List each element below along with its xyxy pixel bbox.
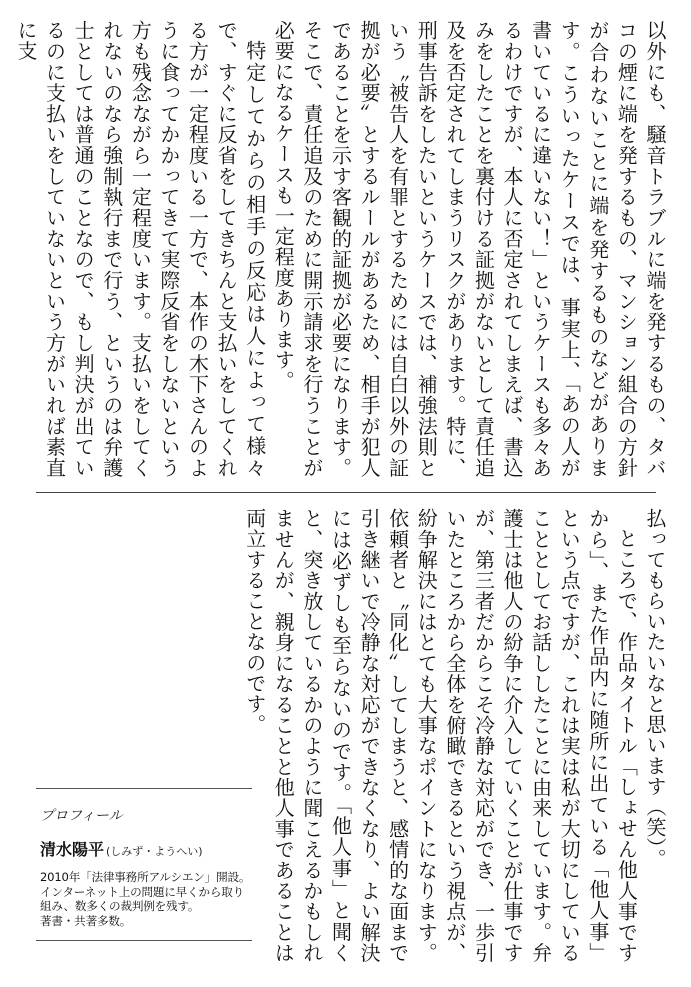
author-name: 清水陽平 xyxy=(40,840,105,859)
bio-line: インターネット上の問題に早くから取り xyxy=(40,884,245,899)
bio-line: 組み、数多くの裁判例を残す。 xyxy=(40,899,200,914)
profile-heading: プロフィール xyxy=(40,808,123,824)
author-name-reading: (しみず・ようへい) xyxy=(106,845,203,858)
article-paragraph: 特定してからの相手の反応は人によって様々で、すぐに反省をしてきちんと支払いをしてくれる方が一定程度いる一方で、本作の木下さんのように食ってかかってきて実際反省をしないという方も残念ながら一定程度います。支払いをしてくれないのなら強制執行まで行う、というのは弁護士としては普通のことなので、もし判決が出ているのに支払いをしていないという方がいれば素直に支 xyxy=(13,20,267,478)
section-divider xyxy=(36,492,656,493)
article-paragraph: ところで、作品タイトル「しょせん他人事ですから」、また作品内に随所に出ている「他人事」という点ですが、これは実は私が大切にしていることとしてお話ししたことに由来しています。弁護士は他人の紛争に介入していくことが仕事ですが、第三者だからこそ冷静な対応ができ、一歩引いたところから全体を俯瞰できるという視点が、紛争解決にはとても大事なポイントになります。依頼者と〝同化〟してしまうと、感情的な面まで引き継いで冷静な対応ができなくなり、よい解決には必ずしも至らないのです。「他人事」と聞くと、突き放しているかのように聞こえるかもしれませんが、親身になることと他人事であることは両立することなのです。 xyxy=(242,508,639,963)
profile-bottom-rule xyxy=(36,940,252,941)
bio-line: 2010年「法律事務所アルシエン」開設。 xyxy=(40,870,251,884)
author-bio xyxy=(40,870,252,928)
article-text-lower xyxy=(219,508,669,963)
author-profile xyxy=(36,788,252,944)
article-paragraph: 以外にも、騒音トラブルに端を発するもの、タバコの煙に端を発するもの、マンション組合の方針が合わないことに端を発するものなどがあります。こういったケースでは、事実上、「あの人が書いているに違いない！」というケースも多々あるわけですが、本人に否定されてしまえば、書込みをしたことを裏付ける証拠がないとして責任追及を否定されてしまうリスクがあります。特に、刑事告訴をしたいというケースでは、補強法則という〝被告人を有罪とするためには自白以外の証拠が必要〟とするルールがあるため、相手が犯人であることを示す客観的証拠が必要になります。そこで、責任追及のために開示請求を行うことが必要になるケースも一定程度あります。 xyxy=(271,20,667,478)
profile-name-row xyxy=(40,837,252,860)
profile-top-rule xyxy=(36,788,252,789)
article-paragraph: 払ってもらいたいなと思います（笑）。 xyxy=(643,508,667,869)
article-text-upper xyxy=(13,20,669,478)
bio-line: 著書・共著多数。 xyxy=(40,913,132,928)
